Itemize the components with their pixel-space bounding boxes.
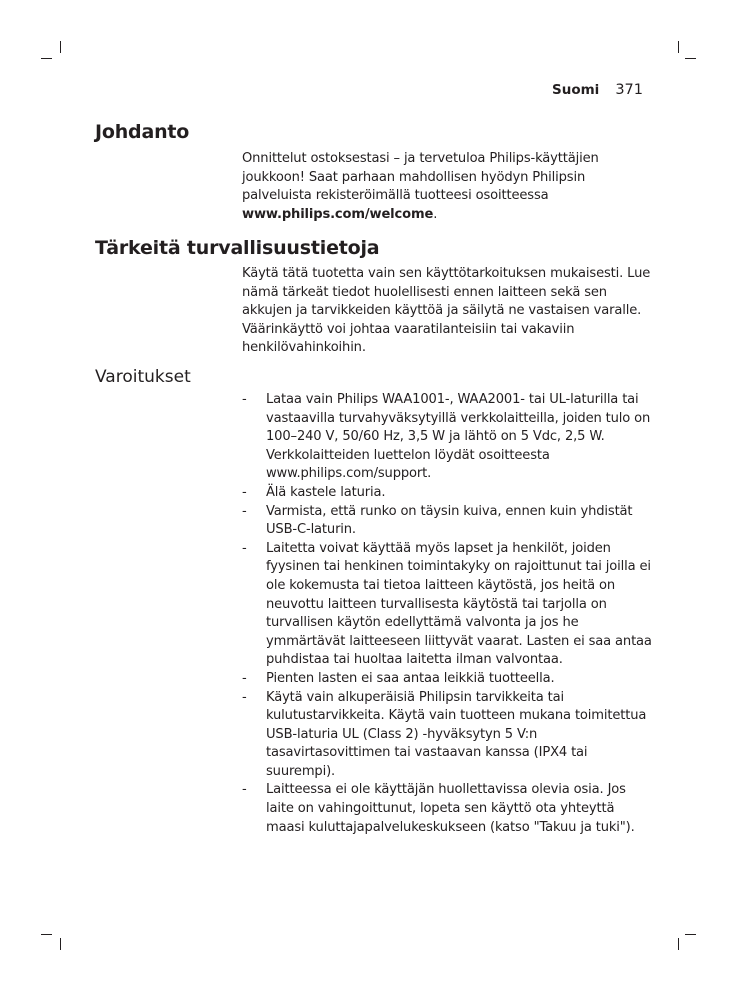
welcome-link[interactable]: www.philips.com/welcome <box>242 206 434 222</box>
list-item-text: Käytä vain alkuperäisiä Philipsin tarvikkeita tai kulutustarvikkeita. Käytä vain tuotteen mukana toimitettua USB-laturia UL (Class 2) -hyväksytyn 5 V:n tasavirtasovittimen tai vastaavan kanssa (IPX4 tai suurempi). <box>266 689 647 779</box>
crop-mark <box>678 41 679 53</box>
list-item-text: Pienten lasten ei saa antaa leikkiä tuotteella. <box>266 670 555 686</box>
list-item-text: Varmista, että runko on täysin kuiva, ennen kuin yhdistät USB-C-laturin. <box>266 503 633 538</box>
safety-heading: Tärkeitä turvallisuustietoja <box>95 237 380 259</box>
crop-mark <box>678 938 679 950</box>
safety-paragraph: Käytä tätä tuotetta vain sen käyttötarkoituksen mukaisesti. Lue nämä tärkeät tiedot huolellisesti ennen laitteen sekä sen akkujen ja tarvikkeiden käyttöä ja säilytä ne vastaisen varalle. Väärinkäyttö voi johtaa vaaratilanteisiin tai vakaviin henkilövahinkoihin. <box>242 266 651 356</box>
intro-paragraph <box>242 150 652 224</box>
crop-mark <box>41 58 52 59</box>
crop-mark <box>685 58 696 59</box>
intro-text: Onnittelut ostoksestasi – ja tervetuloa Philips-käyttäjien joukkoon! Saat parhaan mahdollisen hyödyn Philipsin palveluista rekisteröimällä tuotteesi osoitteessa <box>242 151 599 204</box>
bullet-dash: - <box>242 689 247 705</box>
warnings-heading: Varoitukset <box>95 367 191 387</box>
bullet-dash: - <box>242 503 247 519</box>
page-number: 371 <box>615 82 643 98</box>
intro-end: . <box>433 206 438 222</box>
list-item <box>242 391 652 484</box>
crop-mark <box>60 938 61 950</box>
warnings-list <box>242 391 652 837</box>
list-item-text: Laitetta voivat käyttää myös lapset ja henkilöt, joiden fyysinen tai henkinen toimintakyky on rajoittunut tai joilla ei ole kokemusta tai tietoa laitteen käytöstä, jos heitä on neuvottu laitteen turvallisesta käytöstä tai tarjolla on turvallisen käytön edellyttämä valvonta ja jos he ymmärtävät laitteeseen liittyvät vaarat. Lasten ei saa antaa puhdistaa tai huoltaa laitetta ilman valvontaa. <box>266 540 652 668</box>
list-item-text: Älä kastele laturia. <box>266 484 386 500</box>
list-item <box>242 484 652 503</box>
list-item <box>242 503 652 540</box>
list-item <box>242 540 652 670</box>
bullet-dash: - <box>242 540 247 556</box>
bullet-dash: - <box>242 670 247 686</box>
crop-mark <box>685 934 696 935</box>
crop-mark <box>60 41 61 53</box>
bullet-dash: - <box>242 392 247 407</box>
language-label: Suomi <box>552 82 600 98</box>
list-item <box>242 781 652 837</box>
list-item-text: Lataa vain Philips WAA1001-, WAA2001- tai UL-laturilla tai vastaavilla turvahyväksytyillä verkkolaitteilla, joiden tulo on 100–240 V, 50/60 Hz, 3,5 W ja lähtö on 5 Vdc, 2,5 W. Verkkolaitteiden luettelon löydät osoitteesta www.philips.com/support. <box>266 392 651 482</box>
list-item <box>242 670 652 689</box>
crop-mark <box>41 934 52 935</box>
running-header <box>552 82 643 98</box>
intro-heading: Johdanto <box>95 121 190 143</box>
bullet-dash: - <box>242 484 247 500</box>
list-item-text: Laitteessa ei ole käyttäjän huollettavissa olevia osia. Jos laite on vahingoittunut, lopeta sen käyttö ota yhteyttä maasi kuluttajapalvelukeskukseen (katso "Takuu ja tuki"). <box>266 782 635 835</box>
bullet-dash: - <box>242 782 247 798</box>
list-item <box>242 689 652 782</box>
